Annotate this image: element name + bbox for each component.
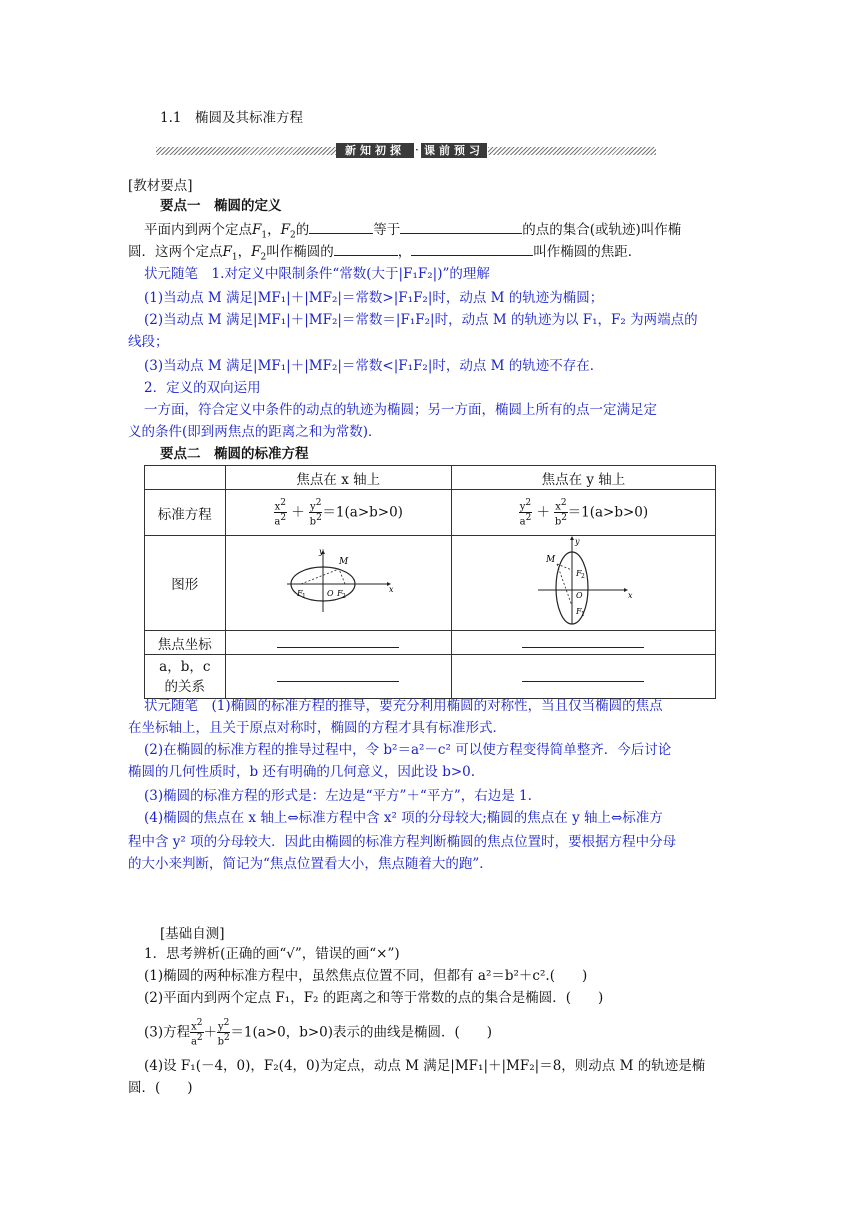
svg-text:x: x bbox=[389, 585, 394, 594]
equation-y: $\frac{y^2}{a^2}$ ＋ $\frac{x^2}{b^2}$ ＝1(a>b>0) bbox=[451, 490, 715, 536]
row-label-relation: a，b，c 的关系 bbox=[145, 655, 226, 699]
svg-text:M: M bbox=[339, 557, 349, 567]
section-banner bbox=[156, 143, 656, 159]
question-1-1: (1)椭圆的两种标准方程中，虽然焦点位置不同，但都有 a²＝b²＋c².( ) bbox=[144, 968, 588, 984]
banner-dot: · bbox=[415, 143, 419, 157]
relation-x-blank[interactable] bbox=[277, 668, 399, 682]
svg-text:F: F bbox=[576, 569, 583, 578]
svg-text:y: y bbox=[319, 547, 324, 556]
row-label-figure: 图形 bbox=[145, 536, 226, 631]
svg-text:y: y bbox=[575, 537, 580, 546]
note1-line-4: 2．定义的双向运用 bbox=[144, 380, 261, 396]
focus-x-blank[interactable] bbox=[277, 634, 399, 648]
basic-test-label: [基础自测] bbox=[160, 926, 225, 942]
note2-line-4: 椭圆的几何性质时，b 还有明确的几何意义，因此设 b>0. bbox=[128, 764, 476, 780]
note1-head: 状元随笔 1.对定义中限制条件“常数(大于|F₁F₂|)”的理解 bbox=[144, 266, 490, 282]
focus-y-blank[interactable] bbox=[522, 634, 644, 648]
note1-line-3: (3)当动点 M 满足|MF₁|＋|MF₂|＝常数<|F₁F₂|时，动点 M 的轨迹不存在． bbox=[144, 358, 604, 374]
question-1-4: (4)设 F₁(－4，0)，F₂(4，0)为定点，动点 M 满足|MF₁|＋|MF₂|＝8，则动点 M 的轨迹是椭 bbox=[144, 1058, 706, 1074]
note2-line-5: (3)椭圆的标准方程的形式是：左边是“平方”＋“平方”，右边是 1. bbox=[144, 788, 532, 804]
question-1-3: (3)方程 $\frac{x^2}{a^2}$ ＋ $\frac{y^2}{b^2}$ ＝1(a>0，b>0)表示的曲线是椭圆．( ) bbox=[144, 1018, 493, 1048]
svg-text:1: 1 bbox=[581, 611, 586, 618]
svg-text:x: x bbox=[628, 591, 633, 600]
question-1-head: 1．思考辨析(正确的画“√”，错误的画“×”) bbox=[144, 946, 400, 962]
figure-x bbox=[225, 536, 451, 631]
header-focus-x: 焦点在 x 轴上 bbox=[225, 466, 451, 490]
note2-line-3: (2)在椭圆的标准方程的推导过程中，令 b²＝a²－c² 可以使方程变得简单整齐．今后讨论 bbox=[144, 742, 672, 758]
note2-line-2: 在坐标轴上，且关于原点对称时，椭圆的方程才具有标准形式． bbox=[128, 720, 506, 736]
header-focus-y: 焦点在 y 轴上 bbox=[451, 466, 715, 490]
row-label-equation: 标准方程 bbox=[145, 490, 226, 536]
standard-equation-table bbox=[144, 465, 716, 699]
blank-1[interactable] bbox=[309, 220, 373, 234]
ellipse-y-axis-diagram bbox=[528, 536, 638, 626]
relation-y-blank[interactable] bbox=[522, 668, 644, 682]
svg-text:2: 2 bbox=[581, 573, 586, 580]
ellipse-x-axis-diagram bbox=[283, 548, 393, 614]
note2-line-8: 的大小来判断，简记为“焦点位置看大小，焦点随着大的跑”． bbox=[128, 856, 493, 872]
section-title: 1.1 椭圆及其标准方程 bbox=[160, 110, 303, 126]
banner-new-knowledge: 新知初探 bbox=[336, 143, 414, 158]
definition-line-2: 圆．这两个定点$F_1$，$F_2$叫作椭圆的 ， 叫作椭圆的焦距． bbox=[128, 244, 642, 263]
question-1-4b: 圆．( ) bbox=[128, 1080, 193, 1096]
svg-text:F: F bbox=[337, 589, 343, 598]
point2-title: 要点二 椭圆的标准方程 bbox=[160, 446, 309, 462]
svg-text:1: 1 bbox=[302, 593, 307, 600]
banner-preview: 课前预习 bbox=[421, 143, 487, 158]
note2-line-6: (4)椭圆的焦点在 x 轴上⇔标准方程中含 x² 项的分母较大;椭圆的焦点在 y 轴上⇔标准方 bbox=[144, 810, 663, 826]
svg-text:M: M bbox=[546, 555, 556, 565]
note1-line-2: (2)当动点 M 满足|MF₁|＋|MF₂|＝常数＝|F₁F₂|时，动点 M 的轨迹为以 F₁，F₂ 为两端点的 bbox=[144, 312, 698, 328]
note1-line-6: 义的条件(即到两焦点的距离之和为常数)． bbox=[128, 424, 382, 440]
note2-line-1: 状元随笔 (1)椭圆的标准方程的推导，要充分利用椭圆的对称性，当且仅当椭圆的焦点 bbox=[144, 698, 663, 714]
note1-line-2b: 线段； bbox=[128, 334, 169, 350]
textbook-points-label: [教材要点] bbox=[128, 178, 193, 194]
svg-text:2: 2 bbox=[342, 593, 347, 600]
svg-text:F: F bbox=[297, 589, 303, 598]
blank-3[interactable] bbox=[334, 242, 398, 256]
note2-line-7: 程中含 y² 项的分母较大．因此由椭圆的标准方程判断椭圆的焦点位置时，要根据方程中分母 bbox=[128, 834, 677, 850]
definition-line-1: 平面内到两个定点$F_1$，$F_2$的 等于 的点的集合(或轨迹)叫作椭 bbox=[144, 222, 682, 241]
row-label-focus: 焦点坐标 bbox=[145, 631, 226, 655]
svg-text:O: O bbox=[327, 589, 334, 598]
question-1-2: (2)平面内到两个定点 F₁，F₂ 的距离之和等于常数的点的集合是椭圆．( ) bbox=[144, 990, 604, 1006]
note1-line-1: (1)当动点 M 满足|MF₁|＋|MF₂|＝常数>|F₁F₂|时，动点 M 的轨迹为椭圆； bbox=[144, 290, 604, 306]
figure-y bbox=[451, 536, 715, 631]
equation-x: $\frac{x^2}{a^2}$ ＋ $\frac{y^2}{b^2}$ ＝1(a>b>0) bbox=[225, 490, 451, 536]
blank-4[interactable] bbox=[411, 242, 533, 256]
note1-line-5: 一方面，符合定义中条件的动点的轨迹为椭圆；另一方面，椭圆上所有的点一定满足定 bbox=[144, 402, 657, 418]
svg-text:O: O bbox=[576, 591, 584, 600]
blank-2[interactable] bbox=[400, 220, 522, 234]
svg-text:F: F bbox=[576, 607, 583, 616]
point1-title: 要点一 椭圆的定义 bbox=[160, 198, 282, 214]
